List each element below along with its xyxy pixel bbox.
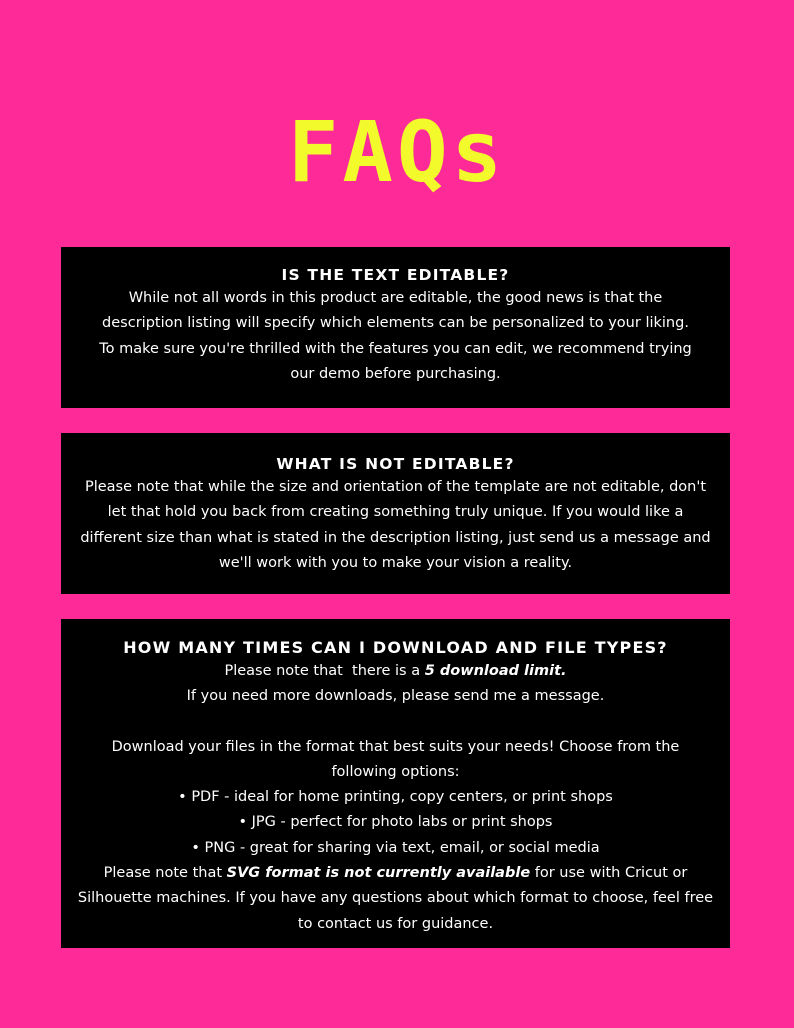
faq-question: HOW MANY TIMES CAN I DOWNLOAD AND FILE TYPES? [123, 638, 668, 657]
faq-answer: Please note that while the size and orientation of the template are not editable, don't let that hold you back from creating something truly unique. If you would like a different size than what is stated in the description listing, just send us a message and we'll work with you to make your vision a reality. [80, 479, 711, 571]
svg-note-suffix: for use with Cricut or Silhouette machines. If you have any questions about which format to choose, feel free to contact us for guidance. [77, 865, 718, 932]
faq-question: IS THE TEXT EDITABLE? [281, 266, 510, 284]
svg-note [75, 861, 716, 937]
format-item-jpg: • JPG - perfect for photo labs or print shops [238, 814, 553, 831]
faq-answer: While not all words in this product are editable, the good news is that the description listing will specify which elements can be personalized to your liking. To make sure you're thrilled with the features you can edit, we recommend trying our demo before purchasing. [99, 290, 692, 382]
faq-card-text-editable [61, 247, 730, 408]
download-limit-line [75, 659, 716, 684]
faq-card-not-editable [61, 433, 730, 594]
format-item-png: • PNG - great for sharing via text, email, or social media [191, 839, 600, 856]
faq-card-downloads [61, 619, 730, 948]
format-item-pdf: • PDF - ideal for home printing, copy centers, or print shops [178, 789, 613, 806]
download-limit-emphasis: 5 download limit. [424, 663, 567, 679]
paragraph-spacer [75, 710, 716, 735]
formats-intro: Download your files in the format that best suits your needs! Choose from the following options: [111, 738, 680, 780]
download-limit-prefix: Please note that there is a [224, 663, 425, 679]
faq-question: WHAT IS NOT EDITABLE? [276, 455, 515, 473]
svg-note-emphasis: SVG format is not currently available [226, 865, 531, 882]
page-title: FAQs [287, 103, 507, 201]
svg-note-prefix: Please note that [103, 865, 227, 882]
more-downloads-line: If you need more downloads, please send me a message. [186, 688, 605, 705]
